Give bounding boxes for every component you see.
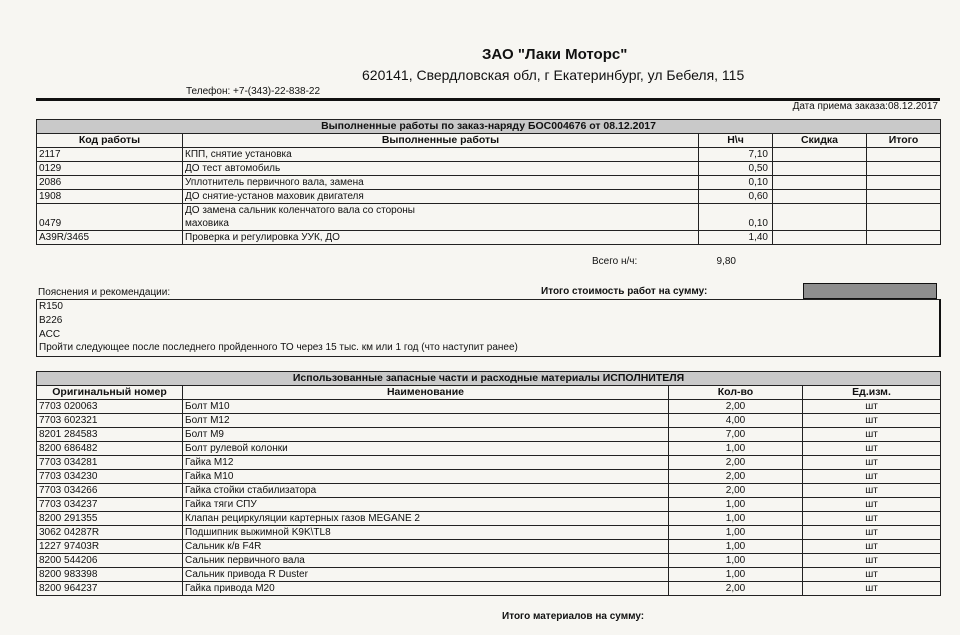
part-qty: 1,00 bbox=[669, 442, 803, 456]
part-name: Сальник привода R Duster bbox=[183, 568, 669, 582]
works-row bbox=[37, 148, 941, 162]
work-total bbox=[867, 148, 941, 162]
parts-table bbox=[36, 371, 941, 596]
part-number: 8200 686482 bbox=[37, 442, 183, 456]
note-line: B226 bbox=[39, 314, 63, 326]
parts-table-title: Использованные запасные части и расходные материалы ИСПОЛНИТЕЛЯ bbox=[37, 372, 941, 386]
parts-row bbox=[37, 484, 941, 498]
part-unit: шт bbox=[803, 400, 941, 414]
parts-row bbox=[37, 540, 941, 554]
part-name: Гайка привода М20 bbox=[183, 582, 669, 596]
parts-col-unit: Ед.изм. bbox=[803, 386, 941, 400]
part-unit: шт bbox=[803, 428, 941, 442]
part-unit: шт bbox=[803, 540, 941, 554]
parts-row bbox=[37, 428, 941, 442]
works-row bbox=[37, 176, 941, 190]
part-name: Гайка тяги СПУ bbox=[183, 498, 669, 512]
part-number: 7703 602321 bbox=[37, 414, 183, 428]
company-phone: Телефон: +7-(343)-22-838-22 bbox=[186, 86, 321, 97]
part-qty: 1,00 bbox=[669, 526, 803, 540]
part-unit: шт bbox=[803, 554, 941, 568]
work-hours: 7,10 bbox=[699, 148, 773, 162]
part-name: Болт М10 bbox=[183, 400, 669, 414]
part-qty: 2,00 bbox=[669, 582, 803, 596]
part-unit: шт bbox=[803, 512, 941, 526]
work-discount bbox=[773, 148, 867, 162]
part-qty: 1,00 bbox=[669, 554, 803, 568]
part-unit: шт bbox=[803, 498, 941, 512]
part-number: 8200 983398 bbox=[37, 568, 183, 582]
part-unit: шт bbox=[803, 568, 941, 582]
part-number: 1227 97403R bbox=[37, 540, 183, 554]
parts-row bbox=[37, 512, 941, 526]
note-line: R150 bbox=[39, 301, 63, 312]
part-name: Болт М9 bbox=[183, 428, 669, 442]
works-col-hours: Н\ч bbox=[699, 134, 773, 148]
part-unit: шт bbox=[803, 484, 941, 498]
part-qty: 1,00 bbox=[669, 498, 803, 512]
works-col-discount: Скидка bbox=[773, 134, 867, 148]
works-row bbox=[37, 204, 941, 231]
parts-row bbox=[37, 456, 941, 470]
works-table-title: Выполненные работы по заказ-наряду БОС004676 от 08.12.2017 bbox=[37, 120, 941, 134]
parts-row bbox=[37, 414, 941, 428]
total-hours-label: Всего н/ч: bbox=[592, 256, 638, 267]
works-col-name: Выполненные работы bbox=[183, 134, 699, 148]
works-row bbox=[37, 162, 941, 176]
work-name-line: ДО замена сальник коленчатого вала со стороны bbox=[185, 205, 415, 216]
parts-col-name: Наименование bbox=[183, 386, 669, 400]
part-qty: 2,00 bbox=[669, 484, 803, 498]
parts-row bbox=[37, 442, 941, 456]
part-name: Гайка М12 bbox=[183, 456, 669, 470]
company-address: 620141, Свердловская обл, г Екатеринбург, ул Бебеля, 115 bbox=[362, 67, 745, 83]
part-name: Клапан рециркуляции картерных газов MEGANE 2 bbox=[183, 512, 669, 526]
notes-box bbox=[36, 299, 941, 357]
parts-row bbox=[37, 568, 941, 582]
work-total bbox=[867, 190, 941, 204]
works-row bbox=[37, 231, 941, 245]
part-number: 8200 964237 bbox=[37, 582, 183, 596]
materials-sum-label: Итого материалов на сумму: bbox=[502, 611, 645, 622]
work-name-line: маховика bbox=[185, 218, 229, 229]
part-name: Гайка М10 bbox=[183, 470, 669, 484]
work-total bbox=[867, 162, 941, 176]
works-sum-label: Итого стоимость работ на сумму: bbox=[541, 286, 708, 297]
part-qty: 1,00 bbox=[669, 512, 803, 526]
work-discount bbox=[773, 204, 867, 231]
parts-row bbox=[37, 526, 941, 540]
work-name bbox=[183, 204, 699, 231]
work-hours: 0,10 bbox=[699, 176, 773, 190]
work-name: Проверка и регулировка УУК, ДО bbox=[183, 231, 699, 245]
work-total bbox=[867, 231, 941, 245]
note-line: ACC bbox=[39, 328, 61, 340]
part-number: 8201 284583 bbox=[37, 428, 183, 442]
part-qty: 1,00 bbox=[669, 568, 803, 582]
parts-row bbox=[37, 582, 941, 596]
parts-row bbox=[37, 400, 941, 414]
part-name: Гайка стойки стабилизатора bbox=[183, 484, 669, 498]
work-total bbox=[867, 204, 941, 231]
part-number: 7703 034266 bbox=[37, 484, 183, 498]
work-discount bbox=[773, 190, 867, 204]
part-unit: шт bbox=[803, 442, 941, 456]
note-line: Пройти следующее после последнего пройденного ТО через 15 тыс. км или 1 год (что наступит ранее) bbox=[39, 342, 518, 354]
work-hours: 0,10 bbox=[699, 204, 773, 231]
notes-label: Пояснения и рекомендации: bbox=[38, 287, 171, 298]
company-name: ЗАО "Лаки Моторс" bbox=[482, 46, 628, 63]
work-total bbox=[867, 176, 941, 190]
works-row bbox=[37, 190, 941, 204]
parts-row bbox=[37, 470, 941, 484]
work-name: Уплотнитель первичного вала, замена bbox=[183, 176, 699, 190]
work-code: A39R/3465 bbox=[37, 231, 183, 245]
work-code: 0479 bbox=[37, 204, 183, 231]
work-discount bbox=[773, 176, 867, 190]
part-qty: 7,00 bbox=[669, 428, 803, 442]
part-number: 7703 034281 bbox=[37, 456, 183, 470]
part-number: 7703 020063 bbox=[37, 400, 183, 414]
work-discount bbox=[773, 231, 867, 245]
works-col-total: Итого bbox=[867, 134, 941, 148]
parts-col-qty: Кол-во bbox=[669, 386, 803, 400]
part-number: 7703 034237 bbox=[37, 498, 183, 512]
part-number: 8200 291355 bbox=[37, 512, 183, 526]
works-table bbox=[36, 119, 941, 245]
part-qty: 4,00 bbox=[669, 414, 803, 428]
works-col-code: Код работы bbox=[37, 134, 183, 148]
part-unit: шт bbox=[803, 526, 941, 540]
part-number: 3062 04287R bbox=[37, 526, 183, 540]
parts-row bbox=[37, 498, 941, 512]
work-code: 2086 bbox=[37, 176, 183, 190]
part-qty: 2,00 bbox=[669, 456, 803, 470]
work-hours: 1,40 bbox=[699, 231, 773, 245]
work-code: 1908 bbox=[37, 190, 183, 204]
part-number: 7703 034230 bbox=[37, 470, 183, 484]
part-name: Болт рулевой колонки bbox=[183, 442, 669, 456]
part-name: Болт М12 bbox=[183, 414, 669, 428]
work-name: КПП, снятие установка bbox=[183, 148, 699, 162]
work-code: 0129 bbox=[37, 162, 183, 176]
work-hours: 0,50 bbox=[699, 162, 773, 176]
part-unit: шт bbox=[803, 582, 941, 596]
part-unit: шт bbox=[803, 414, 941, 428]
work-hours: 0,60 bbox=[699, 190, 773, 204]
total-hours-value: 9,80 bbox=[716, 256, 736, 267]
parts-row bbox=[37, 554, 941, 568]
intake-date: Дата приема заказа:08.12.2017 bbox=[792, 101, 938, 112]
work-name: ДО тест автомобиль bbox=[183, 162, 699, 176]
work-discount bbox=[773, 162, 867, 176]
part-unit: шт bbox=[803, 470, 941, 484]
parts-col-number: Оригинальный номер bbox=[37, 386, 183, 400]
part-qty: 1,00 bbox=[669, 540, 803, 554]
work-name: ДО снятие-установ маховик двигателя bbox=[183, 190, 699, 204]
works-sum-box bbox=[803, 283, 937, 299]
part-qty: 2,00 bbox=[669, 400, 803, 414]
part-number: 8200 544206 bbox=[37, 554, 183, 568]
part-name: Сальник первичного вала bbox=[183, 554, 669, 568]
part-qty: 2,00 bbox=[669, 470, 803, 484]
part-name: Сальник к/в F4R bbox=[183, 540, 669, 554]
part-name: Подшипник выжимной K9K\TL8 bbox=[183, 526, 669, 540]
part-unit: шт bbox=[803, 456, 941, 470]
work-code: 2117 bbox=[37, 148, 183, 162]
